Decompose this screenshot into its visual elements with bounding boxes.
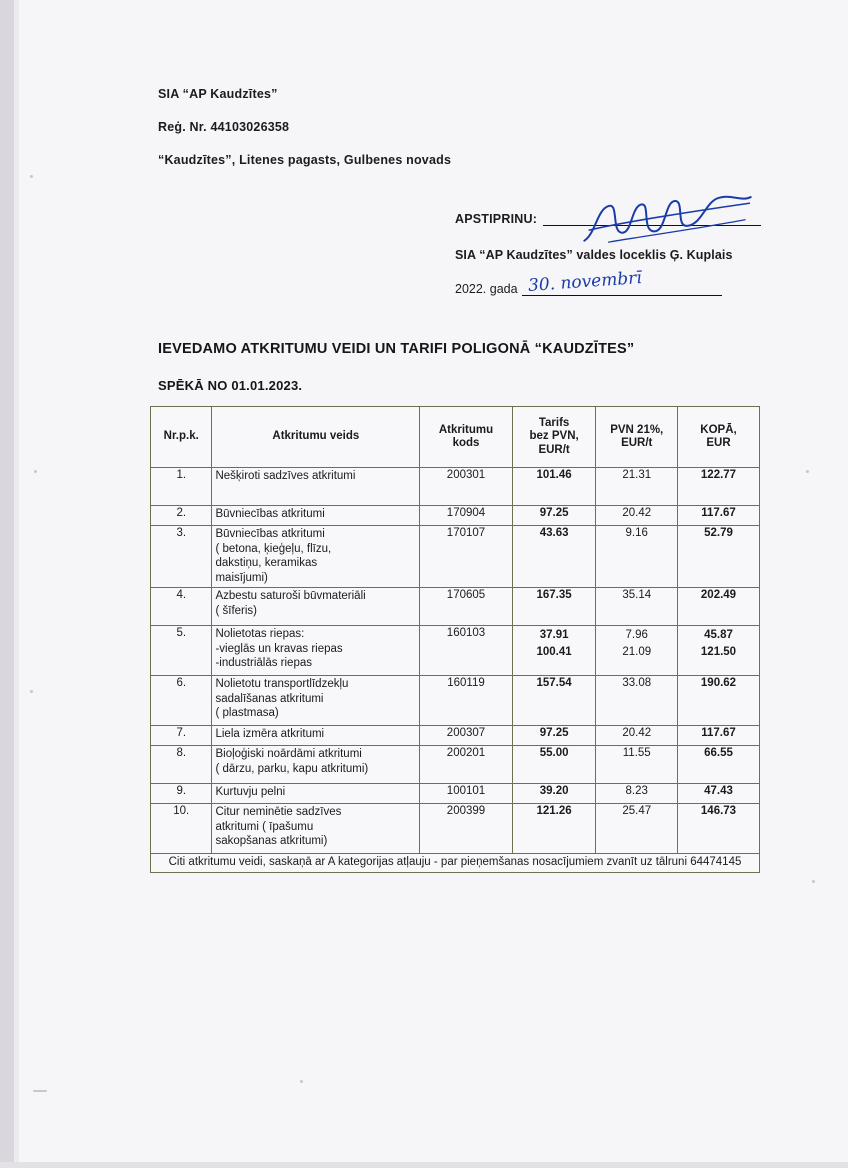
scan-speck	[30, 175, 33, 178]
cell-waste-type: Azbestu saturoši būvmateriāli ( šīferis)	[212, 588, 420, 626]
cell-total: 190.62	[678, 676, 760, 726]
table-row	[151, 468, 760, 506]
table-row	[151, 526, 760, 588]
column-header-vat	[596, 407, 678, 468]
cell-vat: 20.42	[596, 506, 678, 526]
column-header-code-line2: kods	[452, 437, 480, 449]
column-header-vat-line2: EUR/t	[621, 437, 653, 449]
signature-line	[543, 212, 761, 226]
cell-row-number: 10.	[151, 804, 212, 854]
cell-waste-code: 160103	[420, 626, 513, 676]
letterhead	[158, 88, 451, 187]
scan-speck	[806, 470, 809, 473]
cell-vat: 7.96 21.09	[596, 626, 678, 676]
cell-waste-type: Nolietotu transportlīdzekļu sadalīšanas atkritumi ( plastmasa)	[212, 676, 420, 726]
cell-row-number: 8.	[151, 746, 212, 784]
cell-total: 202.49	[678, 588, 760, 626]
cell-row-number: 1.	[151, 468, 212, 506]
cell-total: 47.43	[678, 784, 760, 804]
cell-vat: 11.55	[596, 746, 678, 784]
cell-row-number: 7.	[151, 726, 212, 746]
cell-row-number: 9.	[151, 784, 212, 804]
date-prefix: 2022. gada	[455, 282, 518, 296]
cell-waste-type: Bioļoģiski noārdāmi atkritumi ( dārzu, parku, kapu atkritumi)	[212, 746, 420, 784]
cell-total: 117.67	[678, 726, 760, 746]
table-footnote: Citi atkritumu veidi, saskaņā ar A kategorijas atļauju - par pieņemšanas nosacījumiem zvanīt uz tālruni 64474145	[151, 854, 760, 873]
scan-speck	[34, 470, 37, 473]
cell-waste-type: Liela izmēra atkritumi	[212, 726, 420, 746]
column-header-total-line2: EUR	[706, 437, 731, 449]
table-row	[151, 726, 760, 746]
cell-waste-type: Būvniecības atkritumi ( betona, ķieģeļu, flīzu, dakstiņu, keramikas maisījumi)	[212, 526, 420, 588]
signatory-name: SIA “AP Kaudzītes” valdes loceklis Ģ. Kuplais	[455, 248, 733, 262]
registration-number: Reġ. Nr. 44103026358	[158, 120, 290, 135]
cell-total: 52.79	[678, 526, 760, 588]
table-row	[151, 804, 760, 854]
cell-tariff-excl-vat: 101.46	[512, 468, 596, 506]
cell-total: 122.77	[678, 468, 760, 506]
page-subtitle: SPĒKĀ NO 01.01.2023.	[158, 378, 303, 393]
handwritten-date: 30. novembrī	[527, 268, 643, 296]
column-header-total	[678, 407, 760, 468]
cell-tariff-excl-vat: 43.63	[512, 526, 596, 588]
scan-edge-band	[0, 0, 14, 1168]
cell-tariff-excl-vat: 157.54	[512, 676, 596, 726]
cell-waste-code: 200307	[420, 726, 513, 746]
cell-tariff-excl-vat: 39.20	[512, 784, 596, 804]
cell-waste-code: 200399	[420, 804, 513, 854]
cell-total: 146.73	[678, 804, 760, 854]
table-row	[151, 676, 760, 726]
scan-speck	[812, 880, 815, 883]
cell-waste-type: Nešķiroti sadzīves atkritumi	[212, 468, 420, 506]
cell-waste-code: 170904	[420, 506, 513, 526]
cell-waste-code: 200201	[420, 746, 513, 784]
tariff-table	[150, 406, 760, 873]
cell-vat: 20.42	[596, 726, 678, 746]
column-header-no: Nr.p.k.	[151, 407, 212, 468]
column-header-code	[420, 407, 513, 468]
cell-total: 45.87 121.50	[678, 626, 760, 676]
cell-vat: 8.23	[596, 784, 678, 804]
cell-tariff-excl-vat: 97.25	[512, 506, 596, 526]
approval-label-row	[455, 212, 761, 226]
cell-row-number: 6.	[151, 676, 212, 726]
cell-tariff-excl-vat: 37.91 100.41	[512, 626, 596, 676]
cell-vat: 25.47	[596, 804, 678, 854]
cell-waste-type: Citur neminētie sadzīves atkritumi ( īpašumu sakopšanas atkritumi)	[212, 804, 420, 854]
cell-row-number: 2.	[151, 506, 212, 526]
scan-bottom-band	[0, 1162, 848, 1168]
cell-row-number: 5.	[151, 626, 212, 676]
company-address: “Kaudzītes”, Litenes pagasts, Gulbenes novads	[158, 153, 452, 168]
cell-row-number: 4.	[151, 588, 212, 626]
column-header-tariff-line3: EUR/t	[538, 443, 570, 456]
cell-row-number: 3.	[151, 526, 212, 588]
cell-vat: 21.31	[596, 468, 678, 506]
table-footnote-row	[151, 854, 760, 873]
column-header-tariff-line1: Tarifs	[538, 417, 570, 430]
table-body	[151, 468, 760, 854]
cell-waste-type: Kurtuvju pelni	[212, 784, 420, 804]
table-row	[151, 784, 760, 804]
cell-total: 117.67	[678, 506, 760, 526]
cell-waste-code: 160119	[420, 676, 513, 726]
page-title: IEVEDAMO ATKRITUMU VEIDI UN TARIFI POLIGONĀ “KAUDZĪTES”	[158, 341, 635, 357]
scan-speck	[33, 1090, 47, 1092]
scan-speck	[300, 1080, 303, 1083]
cell-vat: 9.16	[596, 526, 678, 588]
cell-waste-code: 100101	[420, 784, 513, 804]
table-header-row	[151, 407, 760, 468]
scan-edge-band-inner	[14, 0, 19, 1168]
cell-tariff-excl-vat: 121.26	[512, 804, 596, 854]
table-row	[151, 588, 760, 626]
approval-label: APSTIPRINU:	[455, 212, 538, 226]
cell-tariff-excl-vat: 97.25	[512, 726, 596, 746]
cell-tariff-excl-vat: 55.00	[512, 746, 596, 784]
column-header-code-line1: Atkritumu	[438, 423, 494, 436]
table-row	[151, 746, 760, 784]
table-row	[151, 506, 760, 526]
cell-waste-type: Būvniecības atkritumi	[212, 506, 420, 526]
cell-tariff-excl-vat: 167.35	[512, 588, 596, 626]
company-name: SIA “AP Kaudzītes”	[158, 87, 278, 101]
cell-waste-type: Nolietotas riepas: -vieglās un kravas riepas -industriālās riepas	[212, 626, 420, 676]
cell-total: 66.55	[678, 746, 760, 784]
cell-waste-code: 200301	[420, 468, 513, 506]
cell-vat: 33.08	[596, 676, 678, 726]
scan-speck	[30, 690, 33, 693]
table-row	[151, 626, 760, 676]
cell-waste-code: 170605	[420, 588, 513, 626]
column-header-name: Atkritumu veids	[212, 407, 420, 468]
column-header-tariff	[512, 407, 596, 468]
cell-vat: 35.14	[596, 588, 678, 626]
column-header-total-line1: KOPĀ,	[700, 423, 737, 436]
cell-waste-code: 170107	[420, 526, 513, 588]
column-header-tariff-line2: bez PVN,	[529, 430, 579, 443]
column-header-vat-line1: PVN 21%,	[610, 423, 664, 436]
